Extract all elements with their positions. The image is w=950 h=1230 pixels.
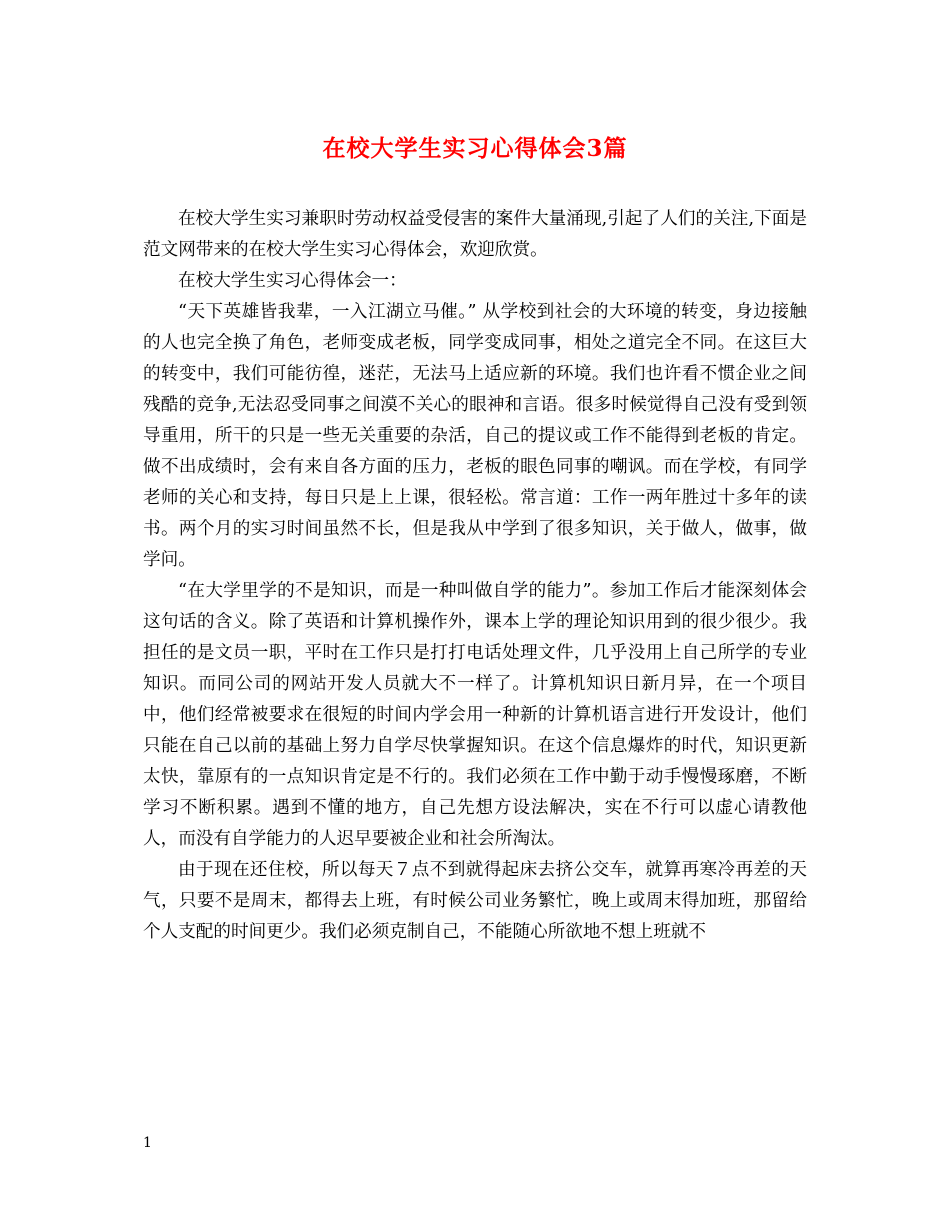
paragraph-2: “在大学里学的不是知识，而是一种叫做自学的能力”。参加工作后才能深刻体会这句话的含义。除了英语和计算机操作外，课本上学的理论知识用到的很少很少。我担任的是文员一职，平时在工作只是打打电话处理文件，几乎没用上自己所学的专业知识。而同公司的网站开发人员就大不一样了。计算机知识日新月异，在一个项目中，他们经常被要求在很短的时间内学会用一种新的计算机语言进行开发设计，他们只能在自己以前的基础上努力自学尽快掌握知识。在这个信息爆炸的时代，知识更新太快，靠原有的一点知识肯定是不行的。我们必须在工作中勤于动手慢慢琢磨，不断学习不断积累。遇到不懂的地方，自己先想方设法解决，实在不行可以虚心请教他人，而没有自学能力的人迟早要被企业和社会所淘汰。 xyxy=(143,581,807,849)
paragraph-intro: 在校大学生实习兼职时劳动权益受侵害的案件大量涌现,引起了人们的关注,下面是范文网带来的在校大学生实习心得体会，欢迎欣赏。 xyxy=(143,209,807,260)
document-body xyxy=(143,204,807,948)
paragraph-section-heading: 在校大学生实习心得体会一： xyxy=(178,271,407,291)
document-title: 在校大学生实习心得体会3篇 xyxy=(322,135,628,162)
paragraph-1: “天下英雄皆我辈，一入江湖立马催。” 从学校到社会的大环境的转变，身边接触的人也完全换了角色，老师变成老板，同学变成同事，相处之道完全不同。在这巨大的转变中，我们可能彷徨，迷茫，无法马上适应新的环境。我们也许看不惯企业之间残酷的竞争,无法忍受同事之间漠不关心的眼神和言语。很多时候觉得自己没有受到领导重用，所干的只是一些无关重要的杂活，自己的提议或工作不能得到老板的肯定。做不出成绩时，会有来自各方面的压力，老板的眼色同事的嘲讽。而在学校，有同学老师的关心和支持，每日只是上上课，很轻松。常言道：工作一两年胜过十多年的读书。两个月的实习时间虽然不长，但是我从中学到了很多知识，关于做人，做事，做学问。 xyxy=(143,302,807,570)
paragraph-3: 由于现在还住校，所以每天７点不到就得起床去挤公交车，就算再寒冷再差的天气，只要不是周末，都得去上班，有时候公司业务繁忙，晚上或周末得加班，那留给个人支配的时间更少。我们必须克制自己，不能随心所欲地不想上班就不 xyxy=(143,860,807,942)
page-number: 1 xyxy=(143,1135,152,1151)
